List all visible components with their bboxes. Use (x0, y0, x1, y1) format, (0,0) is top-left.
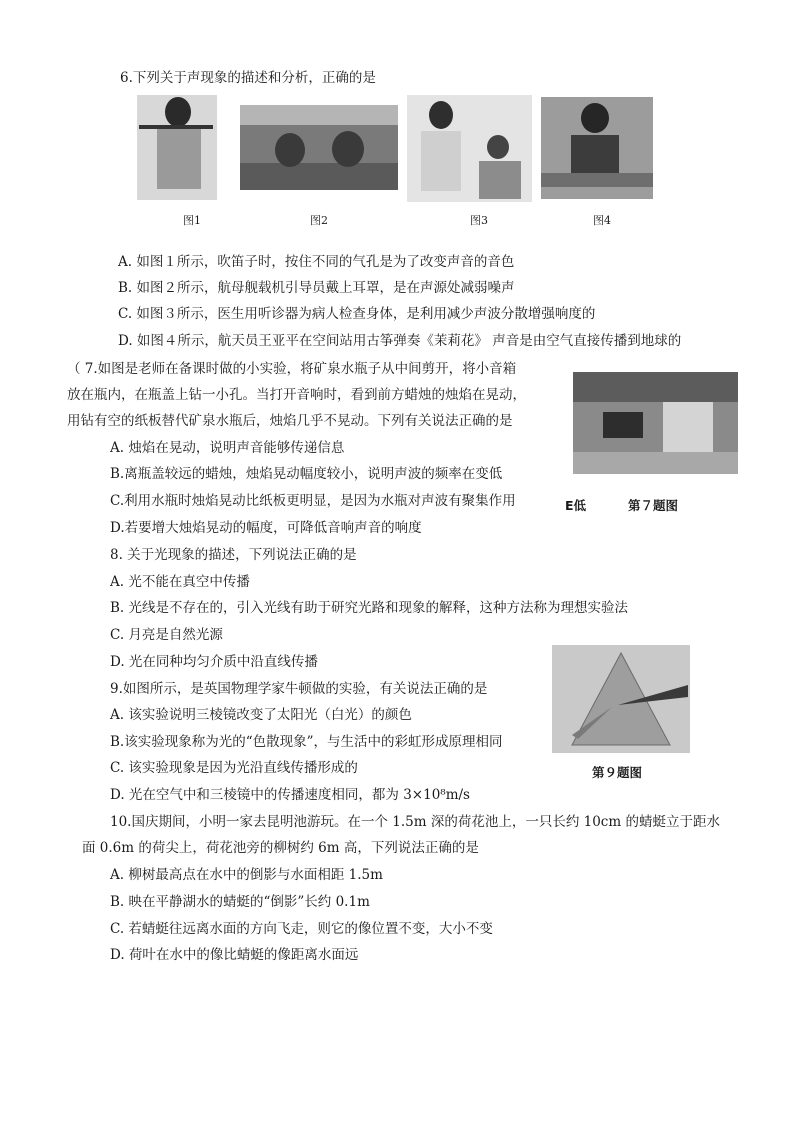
q7-option-c: C.利用水瓶时烛焰晃动比纸板更明显，是因为水瓶对声波有聚集作用 (110, 493, 516, 509)
q6-option-b: B. 如图２所示，航母舰载机引导员戴上耳罩，是在声源处减弱噪声 (118, 280, 515, 296)
q9-option-b: B.该实验现象称为光的“色散现象”，与生活中的彩虹形成原理相同 (110, 734, 503, 750)
q9-option-d: D. 光在空气中和三棱镜中的传播速度相同，都为 3×10⁸m/s (110, 787, 470, 803)
q7-option-d: D.若要增大烛焰晃动的幅度，可降低音响声音的响度 (110, 520, 422, 536)
figure-2-caption: 图2 (310, 214, 328, 227)
figure-2-aircraft-director (240, 105, 398, 190)
q10-option-d: D. 荷叶在水中的像比蜻蜓的像距离水面远 (110, 947, 359, 963)
figure-1-caption: 图1 (183, 214, 201, 227)
q10-option-a: A. 柳树最高点在水中的倒影与水面相距 1.5m (110, 867, 383, 883)
q10-stem-line-2: 面 0.6m 的荷尖上，荷花池旁的柳树约 6m 高，下列说法正确的是 (82, 840, 479, 856)
q6-option-c: C. 如图３所示，医生用听诊器为病人检查身体，是利用减少声波分散增强响度的 (118, 306, 596, 322)
q10-option-b: B. 映在平静湖水的蜻蜓的“倒影”长约 0.1m (110, 894, 370, 910)
figure-7-caption-fragment: E低 (565, 498, 587, 513)
figure-3-doctor-stethoscope (407, 95, 532, 202)
q6-option-a: A. 如图１所示，吹笛子时，按住不同的气孔是为了改变声音的音色 (118, 254, 515, 270)
figure-4-caption: 图4 (593, 214, 611, 227)
q8-option-b: B. 光线是不存在的，引入光线有助于研究光路和现象的解释，这种方法称为理想实验法 (110, 600, 629, 616)
q6-option-d: D. 如图４所示，航天员王亚平在空间站用古筝弹奏《茉莉花》 声音是由空气直接传播到地球的 (118, 333, 682, 349)
q9-stem: 9.如图所示，是英国物理学家牛顿做的实验，有关说法正确的是 (110, 681, 488, 697)
q8-stem: 8. 关于光现象的描述，下列说法正确的是 (110, 547, 357, 563)
q7-option-b: B.离瓶盖较远的蜡烛，烛焰晃动幅度较小，说明声波的频率在变低 (110, 466, 503, 482)
q8-option-c: C. 月亮是自然光源 (110, 627, 223, 643)
q8-option-d: D. 光在同种均匀介质中沿直线传播 (110, 654, 318, 670)
figure-7-caption: 第７题图 (628, 498, 679, 513)
q9-option-c: C. 该实验现象是因为光沿直线传播形成的 (110, 760, 358, 776)
figure-9-caption: 第９题图 (592, 765, 643, 780)
q7-stem-line-2: 放在瓶内，在瓶盖上钻一小孔。当打开音响时，看到前方蜡烛的烛焰在晃动， (67, 387, 526, 403)
q7-option-a: A. 烛焰在晃动，说明声音能够传递信息 (110, 440, 345, 456)
q9-option-a: A. 该实验说明三棱镜改变了太阳光（白光）的颜色 (110, 707, 412, 723)
figure-4-guzheng-in-space (541, 97, 653, 199)
q7-stem-line-3: 用钻有空的纸板替代矿泉水瓶后，烛焰几乎不晃动。下列有关说法正确的是 (67, 413, 513, 429)
q8-option-a: A. 光不能在真空中传播 (110, 574, 250, 590)
q6-stem: 6.下列关于声现象的描述和分析，正确的是 (120, 70, 376, 86)
q10-stem-line-1: 10.国庆期间，小明一家去昆明池游玩。在一个 1.5m 深的荷花池上，一只长约 10cm 的蜻蜓立于距水 (110, 814, 720, 830)
figure-3-caption: 图3 (470, 214, 488, 227)
q10-option-c: C. 若蜻蜓往远离水面的方向飞走，则它的像位置不变，大小不变 (110, 921, 493, 937)
q7-stem-line-1: （ 7.如图是老师在备课时做的小实验，将矿泉水瓶子从中间剪开，将小音箱 (67, 361, 517, 377)
figure-1-flute-player (137, 95, 217, 200)
figure-9-prism-dispersion-photo (552, 645, 690, 753)
figure-7-speaker-candle-photo (573, 372, 738, 474)
